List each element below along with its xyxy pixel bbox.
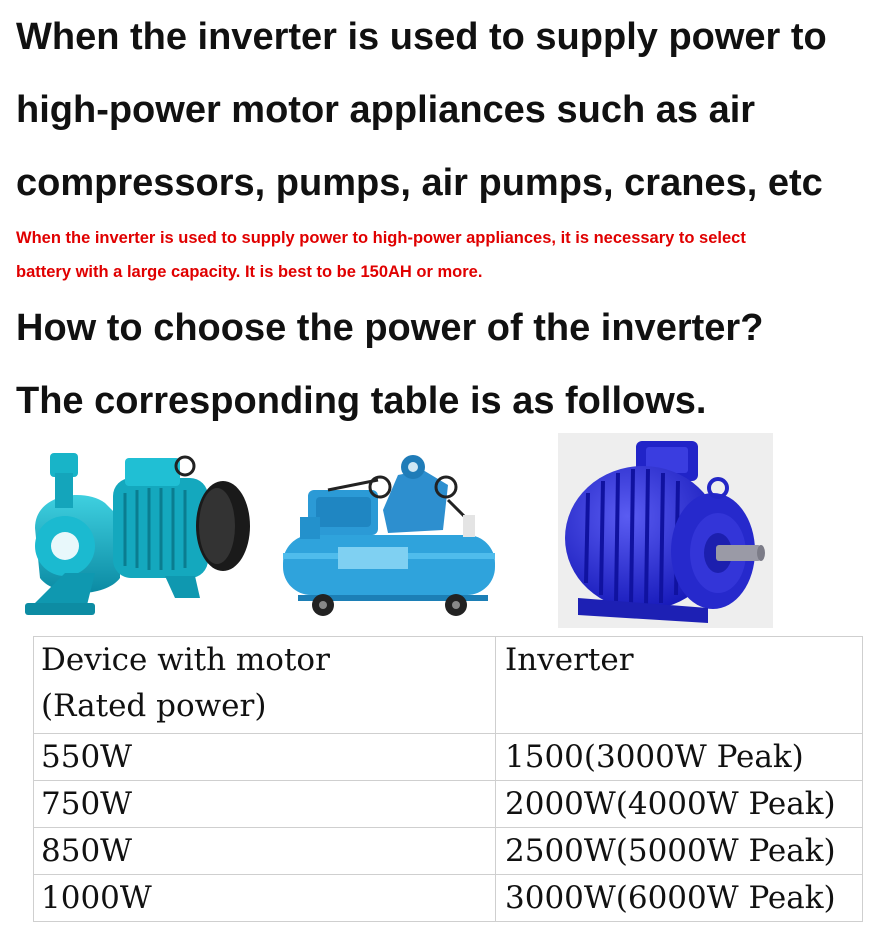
device-power-cell: 1000W [34, 875, 496, 922]
table-row [34, 734, 863, 781]
inverter-sizing-table [33, 636, 863, 922]
heading-line-3: compressors, pumps, air pumps, cranes, etc [16, 162, 823, 204]
table-row [34, 828, 863, 875]
heading-line-2: high-power motor appliances such as air [16, 89, 756, 131]
device-power-cell: 850W [34, 828, 496, 875]
question-heading: How to choose the power of the inverter? [16, 307, 764, 349]
table-row [34, 781, 863, 828]
header-inverter-cell: Inverter [496, 637, 863, 734]
inverter-power-cell: 2000W(4000W Peak) [496, 781, 863, 828]
header-device-line-2: (Rated power) [41, 688, 267, 724]
table-header-row [34, 637, 863, 734]
header-device-line-1: Device with motor [41, 642, 330, 678]
battery-note-line-2: battery with a large capacity. It is best to be 150AH or more. [16, 263, 483, 281]
table-intro-heading: The corresponding table is as follows. [16, 380, 707, 422]
battery-note-line-1: When the inverter is used to supply power to high-power appliances, it is necessary to select [16, 229, 746, 247]
inverter-power-cell: 1500(3000W Peak) [496, 734, 863, 781]
inverter-power-cell: 2500W(5000W Peak) [496, 828, 863, 875]
water-pump-icon [25, 448, 255, 623]
table-row [34, 875, 863, 922]
heading-line-1: When the inverter is used to supply power to [16, 16, 827, 58]
air-compressor-icon [278, 455, 500, 620]
electric-motor-icon [558, 433, 773, 628]
header-device-cell [34, 637, 496, 734]
inverter-power-cell: 3000W(6000W Peak) [496, 875, 863, 922]
device-power-cell: 550W [34, 734, 496, 781]
device-power-cell: 750W [34, 781, 496, 828]
